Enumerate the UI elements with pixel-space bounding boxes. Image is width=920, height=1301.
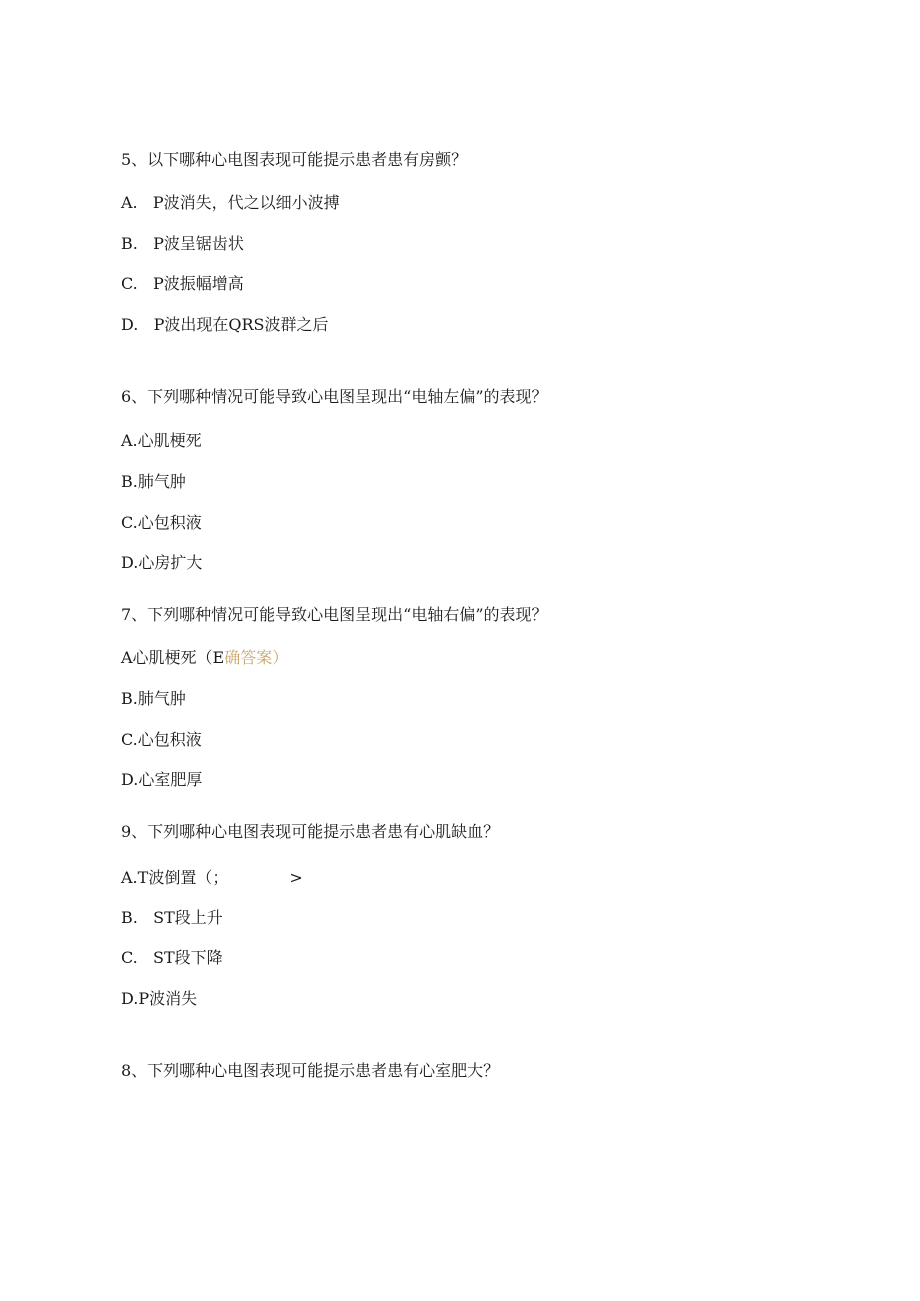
question-9-option-d: D.P波消失 (121, 989, 198, 1008)
question-6-option-c: C.心包积液 (121, 513, 202, 532)
question-7-option-c: C.心包积液 (121, 730, 202, 749)
question-9-option-b: B. ST段上升 (121, 908, 223, 927)
question-6-option-d: D.心房扩大 (121, 553, 203, 572)
question-5-stem: 5、以下哪种心电图表现可能提示患者患有房颤？ (121, 150, 468, 169)
question-7-option-b: B.肺气肿 (121, 689, 186, 708)
question-7-option-d: D.心室肥厚 (121, 770, 203, 789)
question-5-option-c: C. P波振幅增高 (121, 274, 244, 293)
question-5-option-b: B. P波呈锯齿状 (121, 234, 244, 253)
question-6-option-a: A.心肌梗死 (121, 431, 202, 450)
question-9-stem: 9、下列哪种心电图表现可能提示患者患有心肌缺血？ (121, 822, 500, 841)
question-6-option-b: B.肺气肿 (121, 472, 186, 491)
question-9-option-c: C. ST段下降 (121, 948, 223, 967)
question-8-stem: 8、下列哪种心电图表现可能提示患者患有心室肥大？ (121, 1061, 500, 1080)
question-9-option-a: A.T波倒置（； > (121, 868, 303, 887)
question-7-option-a (121, 648, 288, 668)
question-7-option-a-text: A心肌梗死（E (121, 648, 225, 667)
question-7-answer-mark: 确答案） (224, 648, 289, 667)
question-6-stem: 6、下列哪种情况可能导致心电图呈现出“电轴左偏”的表现？ (121, 387, 548, 406)
question-5-option-a: A. P波消失，代之以细小波搏 (121, 193, 340, 212)
question-5-option-d: D. P波出现在QRS波群之后 (121, 315, 329, 334)
question-7-stem: 7、下列哪种情况可能导致心电图呈现出“电轴右偏”的表现？ (121, 605, 548, 624)
